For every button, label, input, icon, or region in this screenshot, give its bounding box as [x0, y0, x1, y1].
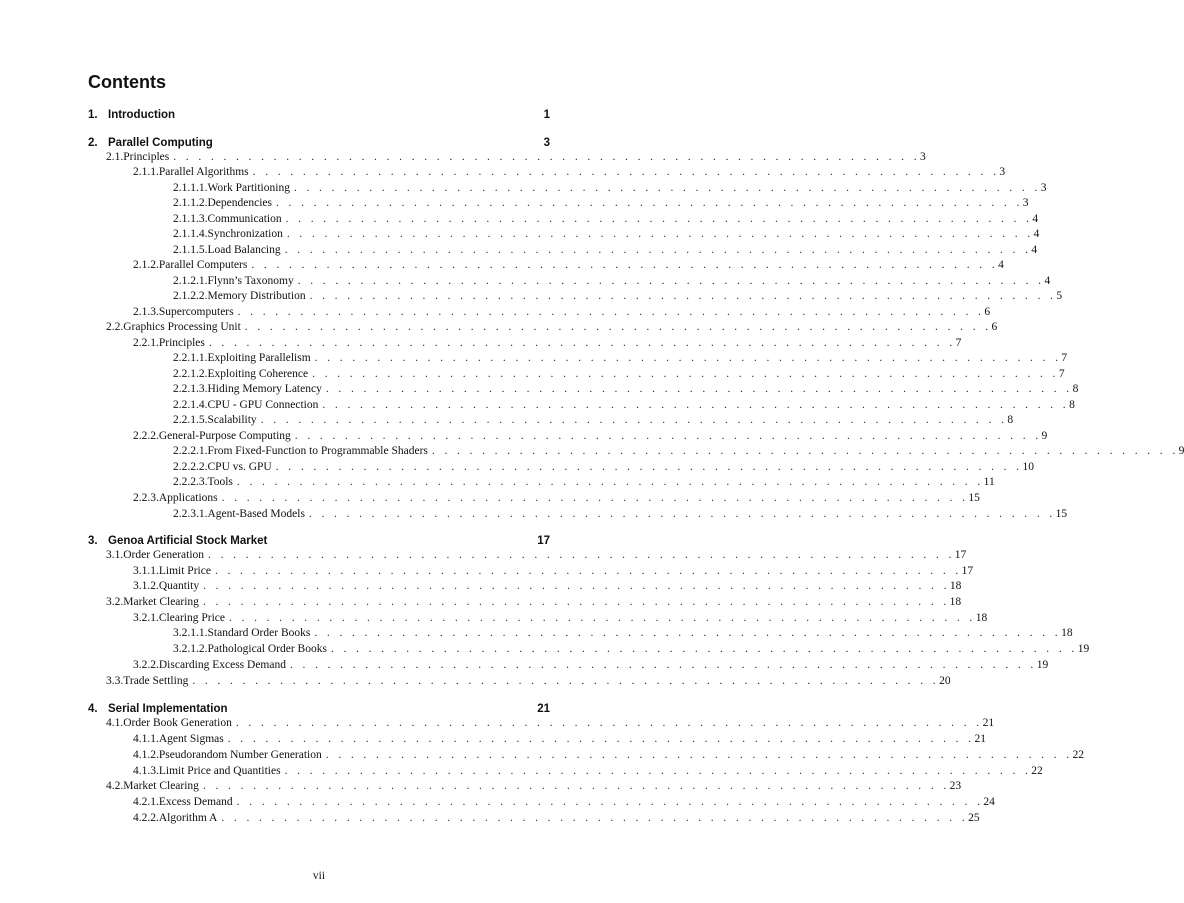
toc-chapter[interactable] — [88, 107, 550, 123]
entry-title: Agent Sigmas — [158, 733, 224, 745]
entry-number: 4.1.2. — [133, 749, 159, 761]
entry-number: 3.2. — [106, 596, 124, 608]
toc-entry[interactable] — [133, 795, 995, 811]
entry-title: Limit Price and Quantities — [158, 765, 281, 777]
entry-title: Limit Price — [158, 565, 211, 577]
entry-page: 18 — [949, 580, 962, 592]
entry-number: 2.1.1.5. — [173, 244, 208, 256]
entry-page: 19 — [1036, 659, 1049, 671]
chapter-page: 3 — [543, 137, 550, 149]
entry-title: CPU - GPU Connection — [207, 399, 319, 411]
entry-title: Tools — [207, 476, 233, 488]
dot-leader: . . . . . . . . . . . . . . . . . . . . . . . . . . . . . . . . . . . . . . . . . . . . . . . . . . . . . . . . . . . . — [260, 414, 1008, 426]
entry-title: Standard Order Books — [207, 627, 311, 639]
toc-entry[interactable] — [173, 475, 995, 491]
dot-leader: . . . . . . . . . . . . . . . . . . . . . . . . . . . . . . . . . . . . . . . . . . . . . . . . . . . . . . . . . . . . — [192, 675, 940, 687]
entry-number: 2.1.3. — [133, 306, 159, 318]
toc-entry[interactable] — [173, 413, 1014, 429]
entry-page: 8 — [1007, 414, 1014, 426]
toc-entry[interactable] — [173, 626, 1073, 642]
dot-leader: . . . . . . . . . . . . . . . . . . . . . . . . . . . . . . . . . . . . . . . . . . . . . . . . . . . . . . . . . . . . — [284, 244, 1032, 256]
entry-number: 2.2.2.3. — [173, 476, 208, 488]
entry-title: Algorithm A — [158, 812, 218, 824]
dot-leader: . . . . . . . . . . . . . . . . . . . . . . . . . . . . . . . . . . . . . . . . . . . . . . . . . . . . . . . . . . . . — [330, 643, 1078, 655]
entry-number: 2.2.3. — [133, 492, 159, 504]
entry-number: 3.2.1.1. — [173, 627, 208, 639]
entry-number: 2.1.1.2. — [173, 197, 208, 209]
toc-entry[interactable] — [173, 181, 1047, 197]
entry-page: 4 — [1044, 275, 1051, 287]
entry-number: 2.2.1.5. — [173, 414, 208, 426]
toc-chapter[interactable] — [88, 135, 550, 151]
entry-number: 4.2. — [106, 780, 124, 792]
entry-title: General-Purpose Computing — [158, 430, 291, 442]
toc-entry[interactable] — [133, 258, 1004, 274]
dot-leader: . . . . . . . . . . . . . . . . . . . . . . . . . . . . . . . . . . . . . . . . . . . . . . . . . . . . . . . . . . . . — [293, 182, 1041, 194]
chapter-title: Serial Implementation — [108, 703, 228, 715]
entry-number: 4.1.1. — [133, 733, 159, 745]
entry-number: 4.1. — [106, 717, 124, 729]
toc-chapter[interactable] — [88, 533, 550, 549]
entry-page: 6 — [991, 321, 998, 333]
chapter-title: Introduction — [108, 109, 176, 121]
toc-entry[interactable] — [106, 320, 998, 336]
dot-leader: . . . . . . . . . . . . . . . . . . . . . . . . . . . . . . . . . . . . . . . . . . . . . . . . . . . . . . . . . . . . — [214, 565, 962, 577]
dot-leader: . . . . . . . . . . . . . . . . . . . . . . . . . . . . . . . . . . . . . . . . . . . . . . . . . . . . . . . . . . . . — [325, 383, 1073, 395]
toc-entry[interactable] — [133, 305, 991, 321]
entry-number: 2.2. — [106, 321, 124, 333]
entry-number: 2.1.2. — [133, 259, 159, 271]
toc-entry[interactable] — [106, 595, 962, 611]
entry-number: 2.2.1.2. — [173, 368, 208, 380]
dot-leader: . . . . . . . . . . . . . . . . . . . . . . . . . . . . . . . . . . . . . . . . . . . . . . . . . . . . . . . . . . . . — [314, 627, 1062, 639]
entry-number: 4.2.2. — [133, 812, 159, 824]
entry-page: 7 — [955, 337, 962, 349]
entry-page: 22 — [1072, 749, 1084, 761]
entry-page: 5 — [1056, 290, 1063, 302]
entry-number: 2.2.1.4. — [173, 399, 208, 411]
toc-entry[interactable] — [106, 150, 926, 166]
dot-leader: . . . . . . . . . . . . . . . . . . . . . . . . . . . . . . . . . . . . . . . . . . . . . . . . . . . . . . . . . . . . — [221, 812, 969, 824]
toc-entry[interactable] — [173, 243, 1038, 259]
toc-entry[interactable] — [173, 507, 1068, 523]
toc-entry[interactable] — [133, 764, 1043, 780]
entry-title: Supercomputers — [158, 306, 234, 318]
entry-title: Parallel Computers — [158, 259, 248, 271]
entry-number: 2.2.1.1. — [173, 352, 208, 364]
entry-page: 18 — [1061, 627, 1073, 639]
entry-title: Synchronization — [207, 228, 283, 240]
dot-leader: . . . . . . . . . . . . . . . . . . . . . . . . . . . . . . . . . . . . . . . . . . . . . . . . . . . . . . . . . . . . — [285, 213, 1033, 225]
toc-entry[interactable] — [133, 811, 980, 827]
toc-entry[interactable] — [173, 289, 1063, 305]
entry-page: 9 — [1041, 430, 1048, 442]
toc-entry[interactable] — [173, 274, 1051, 290]
toc-entry[interactable] — [173, 196, 1029, 212]
dot-leader: . . . . . . . . . . . . . . . . . . . . . . . . . . . . . . . . . . . . . . . . . . . . . . . . . . . . . . . . . . . . — [275, 461, 1023, 473]
entry-page: 7 — [1058, 368, 1065, 380]
toc-entry[interactable] — [133, 165, 1006, 181]
dot-leader: . . . . . . . . . . . . . . . . . . . . . . . . . . . . . . . . . . . . . . . . . . . . . . . . . . . . . . . . . . . . — [244, 321, 992, 333]
dot-leader: . . . . . . . . . . . . . . . . . . . . . . . . . . . . . . . . . . . . . . . . . . . . . . . . . . . . . . . . . . . . — [202, 596, 950, 608]
chapter-page: 17 — [537, 535, 550, 547]
toc-entry[interactable] — [133, 611, 988, 627]
dot-leader: . . . . . . . . . . . . . . . . . . . . . . . . . . . . . . . . . . . . . . . . . . . . . . . . . . . . . . . . . . . . — [228, 612, 976, 624]
toc-entry[interactable] — [106, 779, 962, 795]
entry-title: Graphics Processing Unit — [123, 321, 241, 333]
entry-number: 4.1.3. — [133, 765, 159, 777]
entry-page: 18 — [975, 612, 988, 624]
entry-page: 8 — [1072, 383, 1079, 395]
entry-title: Market Clearing — [123, 780, 199, 792]
toc-entry[interactable] — [133, 429, 1048, 445]
dot-leader: . . . . . . . . . . . . . . . . . . . . . . . . . . . . . . . . . . . . . . . . . . . . . . . . . . . . . . . . . . . . — [236, 796, 984, 808]
dot-leader: . . . . . . . . . . . . . . . . . . . . . . . . . . . . . . . . . . . . . . . . . . . . . . . . . . . . . . . . . . . . — [312, 368, 1059, 380]
entry-title: Trade Settling — [123, 675, 189, 687]
chapter-number: 4. — [88, 703, 98, 715]
entry-page: 4 — [998, 259, 1004, 271]
chapter-page: 21 — [537, 703, 550, 715]
entry-title: Principles — [123, 151, 170, 163]
entry-number: 2.1.2.2. — [173, 290, 208, 302]
dot-leader: . . . . . . . . . . . . . . . . . . . . . . . . . . . . . . . . . . . . . . . . . . . . . . . . . . . . . . . . . . . . — [289, 659, 1037, 671]
entry-title: Exploiting Parallelism — [207, 352, 311, 364]
entry-page: 4 — [1033, 228, 1040, 240]
entry-title: Order Book Generation — [123, 717, 232, 729]
entry-page: 15 — [968, 492, 980, 504]
entry-title: Order Generation — [123, 549, 205, 561]
entry-page: 3 — [999, 166, 1006, 178]
entry-page: 8 — [1069, 399, 1075, 411]
dot-leader: . . . . . . . . . . . . . . . . . . . . . . . . . . . . . . . . . . . . . . . . . . . . . . . . . . . . . . . . . . . . — [325, 749, 1073, 761]
entry-page: 4 — [1032, 213, 1039, 225]
entry-title: Dependencies — [207, 197, 272, 209]
toc-entry[interactable] — [173, 227, 1040, 243]
entry-number: 2.2.1.3. — [173, 383, 208, 395]
page-number: vii — [312, 870, 326, 882]
entry-title: CPU vs. GPU — [207, 461, 272, 473]
toc-entry[interactable] — [173, 367, 1065, 383]
entry-title: Work Partitioning — [207, 182, 290, 194]
entry-page: 11 — [983, 476, 995, 488]
entry-page: 25 — [968, 812, 980, 824]
entry-title: Clearing Price — [158, 612, 225, 624]
entry-page: 10 — [1022, 461, 1034, 473]
entry-title: Pathological Order Books — [207, 643, 327, 655]
chapter-title: Parallel Computing — [108, 137, 213, 149]
entry-title: Discarding Excess Demand — [158, 659, 286, 671]
entry-title: Quantity — [158, 580, 200, 592]
chapter-number: 2. — [88, 137, 98, 149]
entry-page: 24 — [983, 796, 995, 808]
entry-number: 3.1. — [106, 549, 124, 561]
entry-page: 18 — [949, 596, 962, 608]
entry-title: Excess Demand — [158, 796, 233, 808]
dot-leader: . . . . . . . . . . . . . . . . . . . . . . . . . . . . . . . . . . . . . . . . . . . . . . . . . . . . . . . . . . . . — [208, 549, 955, 561]
entry-number: 3.1.2. — [133, 580, 159, 592]
toc-entry[interactable] — [133, 491, 980, 507]
entry-number: 2.1.1. — [133, 166, 159, 178]
toc-entry[interactable] — [133, 579, 962, 595]
entry-number: 2.2.1. — [133, 337, 159, 349]
dot-leader: . . . . . . . . . . . . . . . . . . . . . . . . . . . . . . . . . . . . . . . . . . . . . . . . . . . . . . . . . . . . — [286, 228, 1034, 240]
dot-leader: . . . . . . . . . . . . . . . . . . . . . . . . . . . . . . . . . . . . . . . . . . . . . . . . . . . . . . . . . . . . — [202, 780, 950, 792]
entry-title: Scalability — [207, 414, 257, 426]
chapter-number: 3. — [88, 535, 98, 547]
entry-title: Load Balancing — [207, 244, 281, 256]
entry-title: Exploiting Coherence — [207, 368, 309, 380]
dot-leader: . . . . . . . . . . . . . . . . . . . . . . . . . . . . . . . . . . . . . . . . . . . . . . . . . . . . . . . . . . . . — [173, 151, 920, 163]
entry-page: 7 — [1061, 352, 1068, 364]
toc-entry[interactable] — [106, 716, 995, 732]
entry-page: 22 — [1031, 765, 1043, 777]
toc-entry[interactable] — [173, 444, 1184, 460]
dot-leader: . . . . . . . . . . . . . . . . . . . . . . . . . . . . . . . . . . . . . . . . . . . . . . . . . . . . . . . . . . . . — [221, 492, 969, 504]
entry-page: 3 — [1022, 197, 1029, 209]
dot-leader: . . . . . . . . . . . . . . . . . . . . . . . . . . . . . . . . . . . . . . . . . . . . . . . . . . . . . . . . . . . . — [203, 580, 950, 592]
entry-title: Parallel Algorithms — [158, 166, 249, 178]
dot-leader: . . . . . . . . . . . . . . . . . . . . . . . . . . . . . . . . . . . . . . . . . . . . . . . . . . . . . . . . . . . . — [236, 476, 984, 488]
entry-number: 2.1.2.1. — [173, 275, 208, 287]
toc-chapter[interactable] — [88, 701, 550, 717]
entry-number: 3.1.1. — [133, 565, 159, 577]
dot-leader: . . . . . . . . . . . . . . . . . . . . . . . . . . . . . . . . . . . . . . . . . . . . . . . . . . . . . . . . . . . . — [251, 259, 999, 271]
dot-leader: . . . . . . . . . . . . . . . . . . . . . . . . . . . . . . . . . . . . . . . . . . . . . . . . . . . . . . . . . . . . — [284, 765, 1032, 777]
entry-number: 2.2.2.2. — [173, 461, 208, 473]
entry-page: 19 — [1077, 643, 1090, 655]
entry-number: 2.1.1.3. — [173, 213, 208, 225]
toc-entry[interactable] — [173, 212, 1039, 228]
toc-entry[interactable] — [133, 336, 962, 352]
entry-number: 3.2.1.2. — [173, 643, 208, 655]
dot-leader: . . . . . . . . . . . . . . . . . . . . . . . . . . . . . . . . . . . . . . . . . . . . . . . . . . . . . . . . . . . . — [309, 290, 1057, 302]
entry-number: 4.2.1. — [133, 796, 159, 808]
entry-number: 2.2.2.1. — [173, 445, 208, 457]
dot-leader: . . . . . . . . . . . . . . . . . . . . . . . . . . . . . . . . . . . . . . . . . . . . . . . . . . . . . . . . . . . . — [252, 166, 1000, 178]
entry-page: 17 — [961, 565, 974, 577]
dot-leader: . . . . . . . . . . . . . . . . . . . . . . . . . . . . . . . . . . . . . . . . . . . . . . . . . . . . . . . . . . . . — [314, 352, 1062, 364]
entry-page: 3 — [1040, 182, 1047, 194]
entry-title: Memory Distribution — [207, 290, 306, 302]
entry-title: Agent-Based Models — [207, 508, 305, 520]
chapter-title: Genoa Artificial Stock Market — [108, 535, 268, 547]
dot-leader: . . . . . . . . . . . . . . . . . . . . . . . . . . . . . . . . . . . . . . . . . . . . . . . . . . . . . . . . . . . . — [297, 275, 1045, 287]
entry-page: 21 — [974, 733, 986, 745]
dot-leader: . . . . . . . . . . . . . . . . . . . . . . . . . . . . . . . . . . . . . . . . . . . . . . . . . . . . . . . . . . . . — [276, 197, 1023, 209]
toc-entry[interactable] — [173, 351, 1068, 367]
entry-title: Pseudorandom Number Generation — [158, 749, 322, 761]
toc-entry[interactable] — [133, 748, 1084, 764]
entry-title: Applications — [158, 492, 218, 504]
entry-page: 21 — [982, 717, 995, 729]
entry-page: 20 — [939, 675, 951, 687]
chapter-page: 1 — [543, 109, 550, 121]
entry-number: 2.1.1.4. — [173, 228, 208, 240]
dot-leader: . . . . . . . . . . . . . . . . . . . . . . . . . . . . . . . . . . . . . . . . . . . . . . . . . . . . . . . . . . . . — [227, 733, 975, 745]
dot-leader: . . . . . . . . . . . . . . . . . . . . . . . . . . . . . . . . . . . . . . . . . . . . . . . . . . . . . . . . . . . . — [294, 430, 1042, 442]
dot-leader: . . . . . . . . . . . . . . . . . . . . . . . . . . . . . . . . . . . . . . . . . . . . . . . . . . . . . . . . . . . . — [322, 399, 1070, 411]
entry-page: 17 — [954, 549, 967, 561]
toc-entry[interactable] — [173, 642, 1090, 658]
entry-number: 3.2.2. — [133, 659, 159, 671]
toc-entry[interactable] — [173, 398, 1075, 414]
entry-number: 2.2.2. — [133, 430, 159, 442]
dot-leader: . . . . . . . . . . . . . . . . . . . . . . . . . . . . . . . . . . . . . . . . . . . . . . . . . . . . . . . . . . . . — [208, 337, 956, 349]
entry-number: 2.1. — [106, 151, 124, 163]
entry-page: 15 — [1055, 508, 1068, 520]
entry-number: 3.2.1. — [133, 612, 159, 624]
dot-leader: . . . . . . . . . . . . . . . . . . . . . . . . . . . . . . . . . . . . . . . . . . . . . . . . . . . . . . . . . . . . — [431, 445, 1179, 457]
toc-entry[interactable] — [106, 548, 967, 564]
entry-page: 3 — [919, 151, 926, 163]
entry-title: Hiding Memory Latency — [207, 383, 322, 395]
entry-title: From Fixed-Function to Programmable Shaders — [207, 445, 428, 457]
entry-number: 2.2.3.1. — [173, 508, 208, 520]
dot-leader: . . . . . . . . . . . . . . . . . . . . . . . . . . . . . . . . . . . . . . . . . . . . . . . . . . . . . . . . . . . . — [237, 306, 985, 318]
toc-entry[interactable] — [133, 658, 1049, 674]
entry-page: 6 — [984, 306, 991, 318]
toc-entry[interactable] — [133, 732, 986, 748]
entry-number: 2.1.1.1. — [173, 182, 208, 194]
entry-page: 23 — [949, 780, 962, 792]
toc-entry[interactable] — [133, 564, 974, 580]
entry-number: 3.3. — [106, 675, 124, 687]
toc-entry[interactable] — [106, 674, 951, 690]
page-title: Contents — [88, 72, 166, 92]
dot-leader: . . . . . . . . . . . . . . . . . . . . . . . . . . . . . . . . . . . . . . . . . . . . . . . . . . . . . . . . . . . . — [235, 717, 983, 729]
toc-entry[interactable] — [173, 382, 1079, 398]
chapter-number: 1. — [88, 109, 98, 121]
entry-title: Flynn’s Taxonomy — [207, 275, 294, 287]
entry-page: 9 — [1178, 445, 1184, 457]
toc-entry[interactable] — [173, 460, 1034, 476]
entry-title: Market Clearing — [123, 596, 199, 608]
dot-leader: . . . . . . . . . . . . . . . . . . . . . . . . . . . . . . . . . . . . . . . . . . . . . . . . . . . . . . . . . . . . — [308, 508, 1056, 520]
entry-title: Communication — [207, 213, 282, 225]
entry-page: 4 — [1031, 244, 1038, 256]
entry-title: Principles — [158, 337, 205, 349]
